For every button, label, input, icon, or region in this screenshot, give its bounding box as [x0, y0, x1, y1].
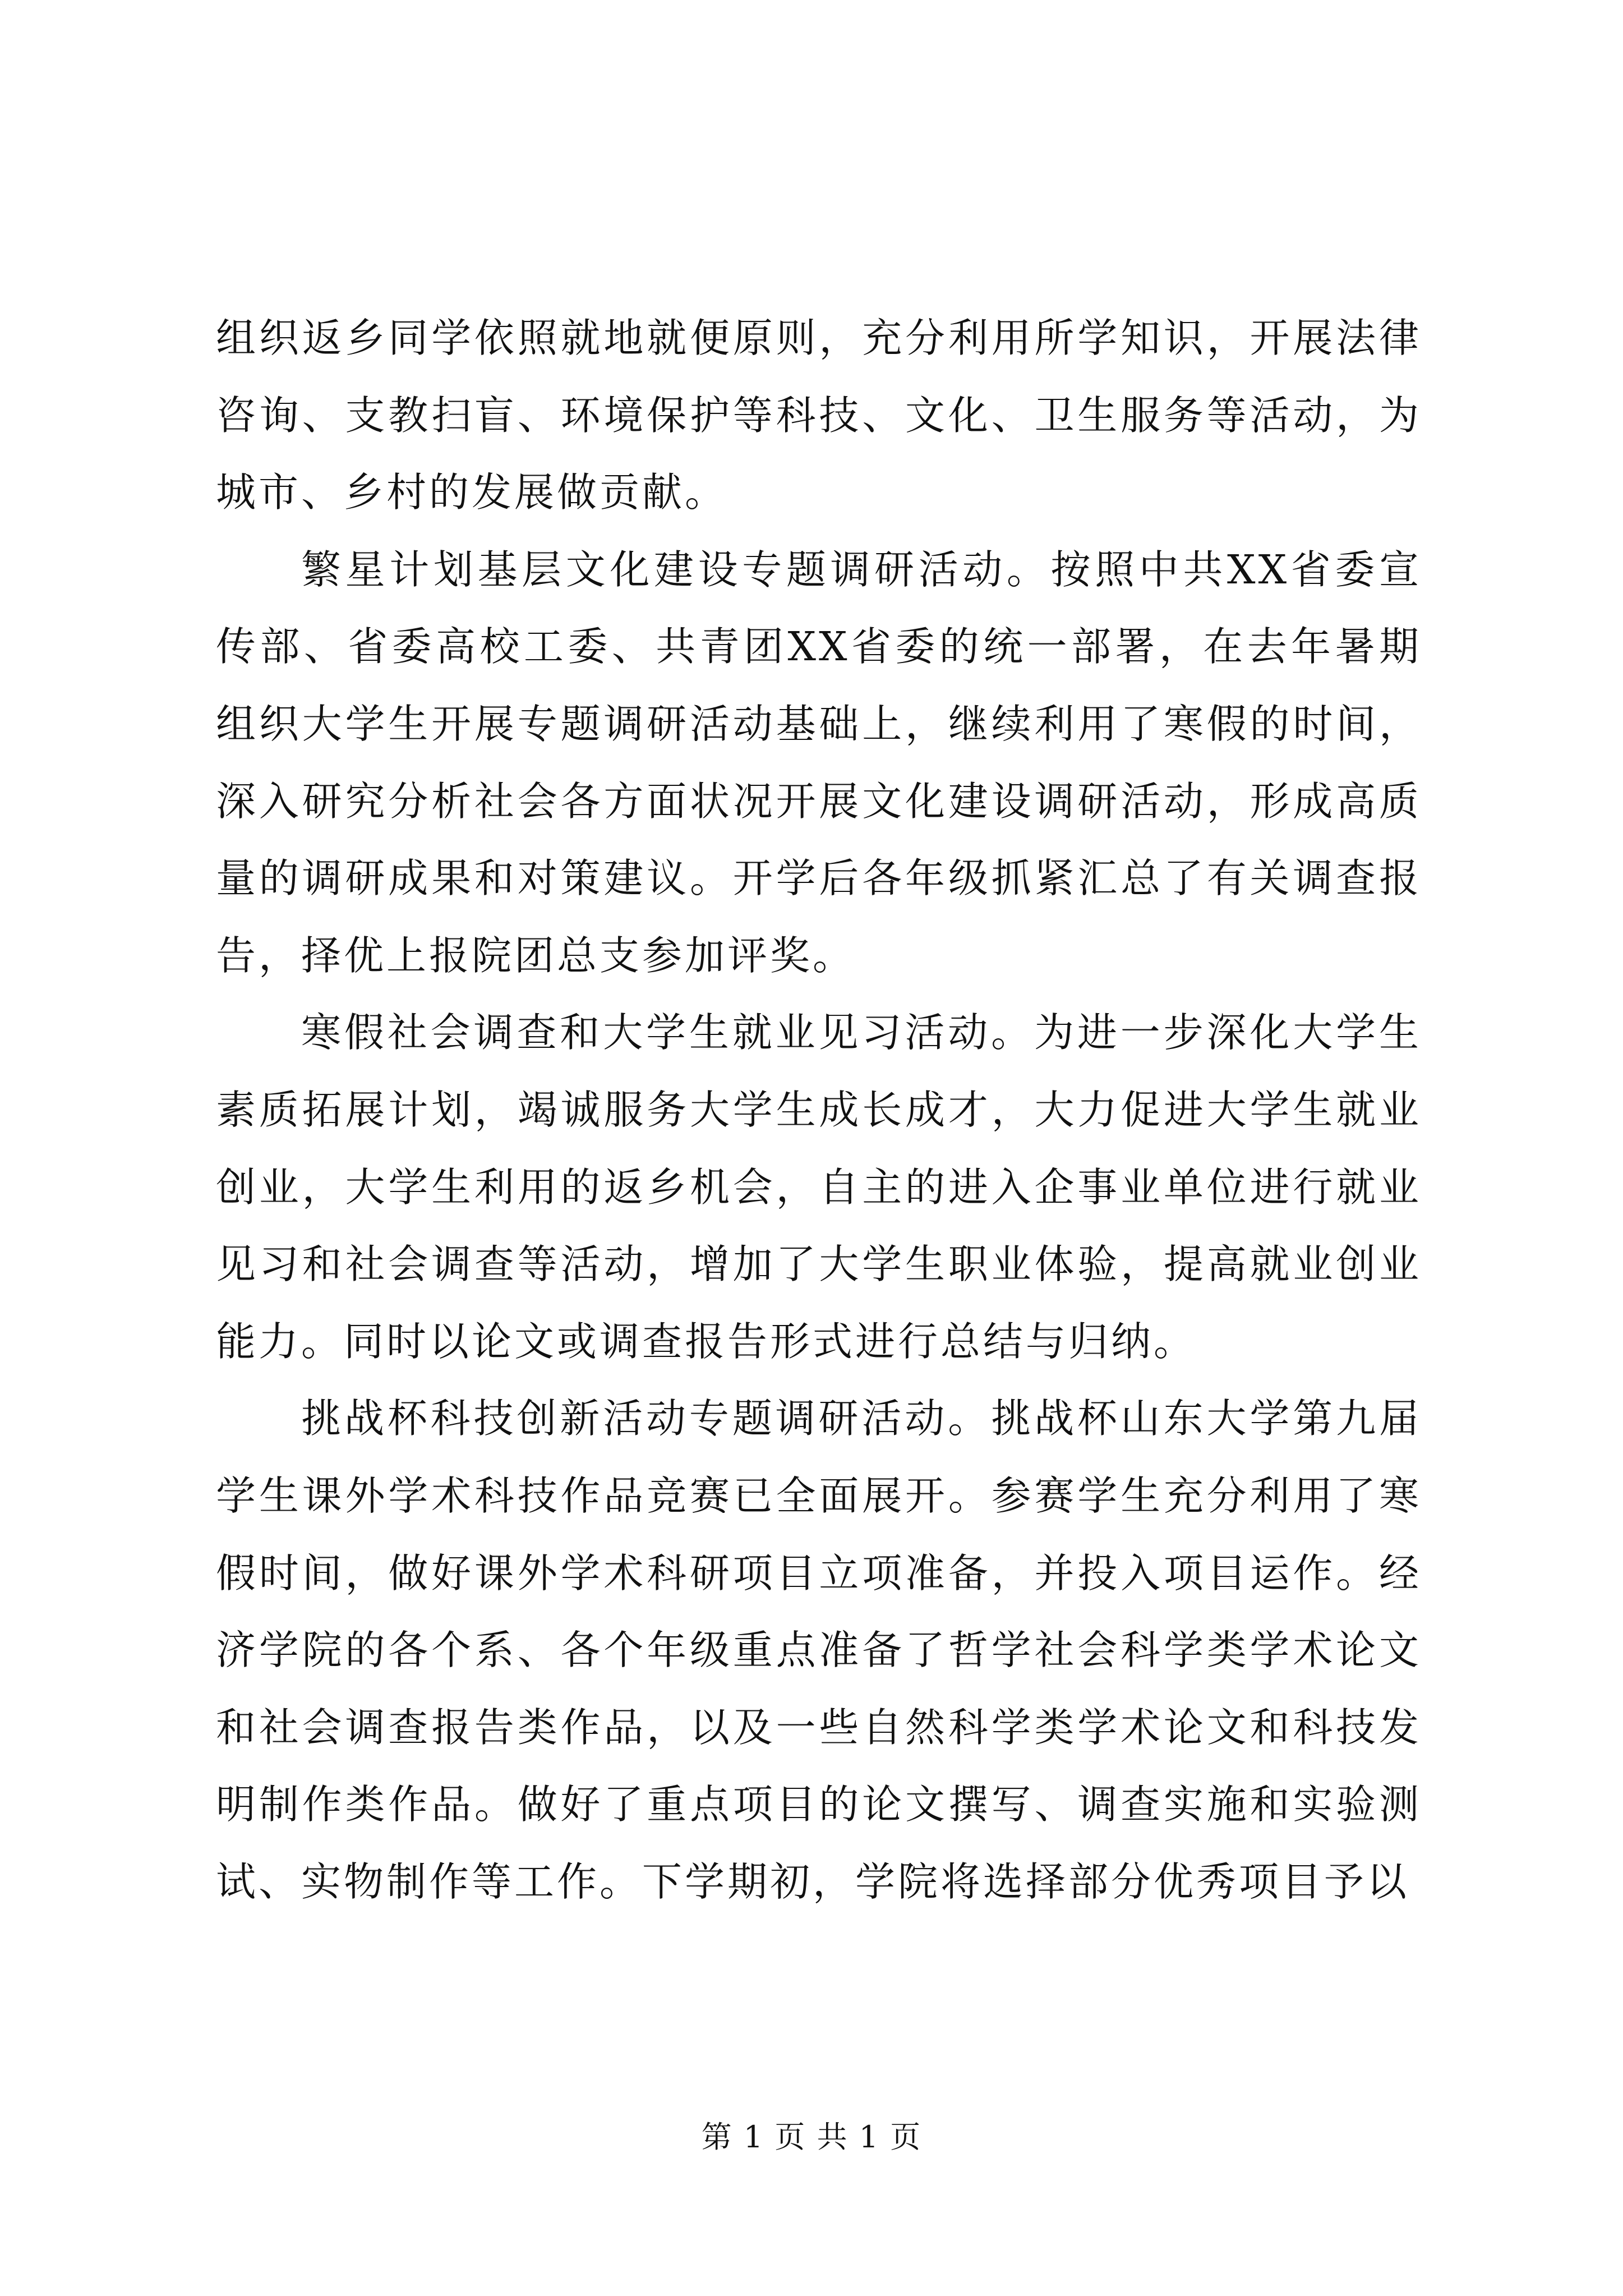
paragraph-winter-survey: 寒假社会调查和大学生就业见习活动。为进一步深化大学生素质拓展计划，竭诚服务大学生成长成才，大力促进大学生就业创业，大学生利用的返乡机会，自主的进入企事业单位进行就业见习和社会调查等活动，增加了大学生职业体验，提高就业创业能力。同时以论文或调查报告形式进行总结与归纳。 [216, 1009, 1422, 1365]
paragraph-fanxing-plan: 繁星计划基层文化建设专题调研活动。按照中共XX省委宣传部、省委高校工委、共青团XX省委的统一部署，在去年暑期组织大学生开展专题调研活动基础上，继续利用了寒假的时间，深入研究分析社会各方面状况开展文化建设调研活动，形成高质量的调研成果和对策建议。开学后各年级抓紧汇总了有关调查报告，择优上报院团总支参加评奖。 [216, 546, 1422, 979]
paragraph-continuation: 组织返乡同学依照就地就便原则，充分利用所学知识，开展法律咨询、支教扫盲、环境保护等科技、文化、卫生服务等活动，为城市、乡村的发展做贡献。 [216, 315, 1422, 516]
document-body [216, 300, 1422, 1920]
page-footer: 第 1 页 共 1 页 [701, 2119, 922, 2155]
paragraph-challenge-cup: 挑战杯科技创新活动专题调研活动。挑战杯山东大学第九届学生课外学术科技作品竞赛已全面展开。参赛学生充分利用了寒假时间，做好课外学术科研项目立项准备，并投入项目运作。经济学院的各个系、各个年级重点准备了哲学社会科学类学术论文和社会调查报告类作品，以及一些自然科学类学术论文和科技发明制作类作品。做好了重点项目的论文撰写、调查实施和实验测试、实物制作等工作。下学期初，学院将选择部分优秀项目予以 [216, 1395, 1422, 1905]
